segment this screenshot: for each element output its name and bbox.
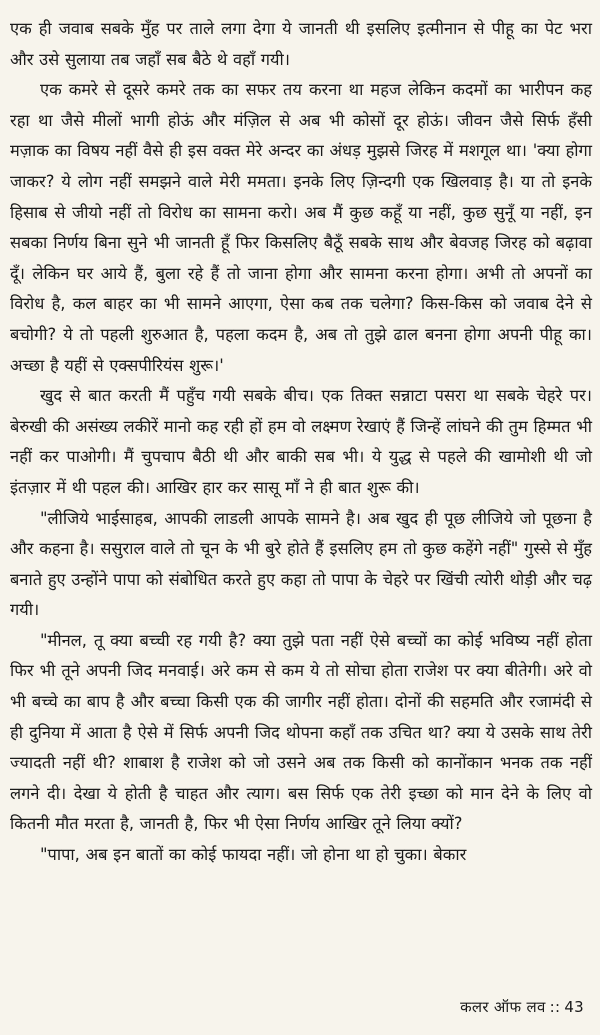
paragraph-1: एक ही जवाब सबके मुँह पर ताले लगा देगा ये जानती थी इसलिए इत्मीनान से पीहू का पेट भरा और उसे सुलाया तब जहाँ सब बैठे थे वहाँ गयी। bbox=[10, 19, 592, 69]
page-body bbox=[10, 14, 592, 871]
paragraph-2: एक कमरे से दूसरे कमरे तक का सफर तय करना था महज लेकिन कदमों का भारीपन कह रहा था जैसे मीलों भागी होऊं और मंज़िल से अब भी कोसों दूर होऊं। जीवन जैसे सिर्फ हँसी मज़ाक का विषय नहीं वैसे ही इस वक्त मेरे अन्दर का अंधड़ मुझसे जिरह में मशगूल था। 'क्या होगा जाकर? ये लोग नहीं समझने वाले मेरी ममता। इनके लिए ज़िन्दगी एक खिलवाड़ है। या तो इनके हिसाब से जीयो नहीं तो विरोध का सामना करो। अब मैं कुछ कहूँ या नहीं, कुछ सुनूँ या नहीं, इन सबका निर्णय बिना सुने भी जानती हूँ फिर किसलिए बैठूँ सबके साथ और बेवजह जिरह को बढ़ावा दूँ। लेकिन घर आये हैं, बुला रहे हैं तो जाना होगा और सामना करना होगा। अभी तो अपनों का विरोध है, कल बाहर का भी सामने आएगा, ऐसा कब तक चलेगा? किस-किस को जवाब देने से बचोगी? ये तो पहली शुरुआत है, पहला कदम है, अब तो तुझे ढाल बनना होगा अपनी पीहू का। अच्छा है यहीं से एक्सपीरियंस शुरू।' bbox=[10, 80, 592, 375]
paragraph-3: खुद से बात करती मैं पहुँच गयी सबके बीच। एक तिक्त सन्नाटा पसरा था सबके चेहरे पर। बेरुखी की असंख्य लकीरें मानो कह रही हों हम वो लक्ष्मण रेखाएं हैं जिन्हें लांघने की तुम हिम्मत भी नहीं कर पाओगी। मैं चुपचाप बैठी थी और बाकी सब भी। ये युद्ध से पहले की खामोशी थी जो इंतज़ार में थी पहल की। आखिर हार कर सासू माँ ने ही बात शुरू की। bbox=[10, 386, 592, 497]
footer-separator: :: bbox=[549, 998, 561, 1016]
page-number: 43 bbox=[564, 998, 584, 1016]
paragraph-4: "लीजिये भाईसाहब, आपकी लाडली आपके सामने है। अब खुद ही पूछ लीजिये जो पूछना है और कहना है। ससुराल वाले तो चून के भी बुरे होते हैं इसलिए हम तो कुछ कहेंगे नहीं" गुस्से से मुँह बनाते हुए उन्होंने पापा को संबोधित करते हुए कहा तो पापा के चेहरे पर खिंची त्योरी थोड़ी और चढ़ गयी। bbox=[10, 508, 592, 620]
running-title: कलर ऑफ लव bbox=[460, 998, 546, 1016]
paragraph-5: "मीनल, तू क्या बच्ची रह गयी है? क्या तुझे पता नहीं ऐसे बच्चों का कोई भविष्य नहीं होता फिर भी तूने अपनी जिद मनवाई। अरे कम से कम ये तो सोचा होता राजेश पर क्या बीतेगी। अरे वो भी बच्चे का बाप है और बच्चा किसी एक की जागीर नहीं होता। दोनों की सहमति और रजामंदी से ही दुनिया में आता है ऐसे में सिर्फ अपनी जिद थोपना कहाँ तक उचित था? क्या ये उसके साथ तेरी ज्यादती नहीं थी? शाबाश है राजेश को जो उसने अब तक किसी को कानोंकान भनक तक नहीं लगने दी। देखा ये होती है चाहत और त्याग। बस सिर्फ एक तेरी इच्छा को मान देने के लिए वो कितनी मौत मरता है, जानती है, फिर भी ऐसा निर्णय आखिर तूने लिया क्यों? bbox=[10, 630, 592, 834]
paragraph-6: "पापा, अब इन बातों का कोई फायदा नहीं। जो होना था हो चुका। बेकार bbox=[40, 845, 467, 865]
page-footer bbox=[460, 997, 584, 1017]
